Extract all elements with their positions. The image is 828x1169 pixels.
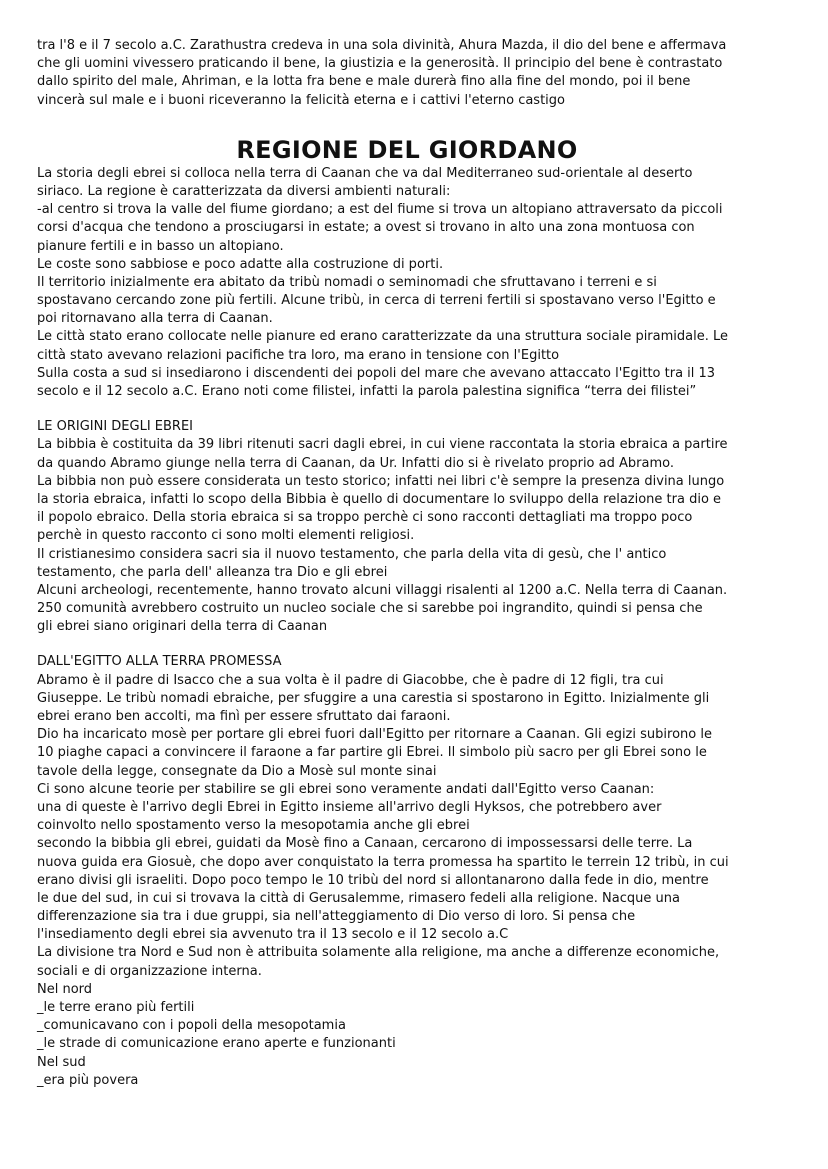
text-line: la storia ebraica, infatti lo scopo della Bibbia è quello di documentare lo sviluppo della relazione tra dio e <box>37 491 722 507</box>
text-line: spostavano cercando zone più fertili. Alcune tribù, in cerca di terreni fertili si spostavano verso l'Egitto e <box>37 293 716 309</box>
text-line: testamento, che parla dell' alleanza tra Dio e gli ebrei <box>37 564 388 580</box>
egitto-section <box>37 672 797 1090</box>
text-line: Sulla costa a sud si insediarono i discendenti dei popoli del mare che avevano attaccato l'Egitto tra il 13 <box>37 365 716 381</box>
document-page <box>37 37 797 1090</box>
text-line: tra l'8 e il 7 secolo a.C. Zarathustra credeva in una sola divinità, Ahura Mazda, il dio del bene e affermava <box>37 38 727 53</box>
text-line: poi ritornavano alla terra di Caanan. <box>37 311 273 327</box>
text-line: tavole della legge, consegnate da Dio a Mosè sul monte sinai <box>37 763 437 779</box>
text-line: Ci sono alcune teorie per stabilire se gli ebrei sono veramente andati dall'Egitto verso Caanan: <box>37 781 655 797</box>
text-line: ebrei erano ben accolti, ma finì per essere sfruttato dai faraoni. <box>37 709 451 724</box>
text-line: il popolo ebraico. Della storia ebraica si sa troppo perchè ci sono racconti dettagliati ma troppo poco <box>37 510 693 526</box>
text-line: Abramo è il padre di Isacco che a sua volta è il padre di Giacobbe, che è padre di 12 figli, tra cui <box>37 672 664 688</box>
text-line: 250 comunità avrebbero costruito un nucleo sociale che si sarebbe poi ingrandito, quindi si pensa che <box>37 601 703 617</box>
text-line: La bibbia non può essere considerata un testo storico; infatti nei libri c'è sempre la presenza divina lungo <box>37 473 725 489</box>
text-line: _comunicavano con i popoli della mesopotamia <box>37 1018 346 1034</box>
text-line: La storia degli ebrei si colloca nella terra di Caanan che va dal Mediterraneo sud-orientale al deserto <box>37 165 693 181</box>
origini-heading: LE ORIGINI DEGLI EBREI <box>37 419 194 435</box>
text-line: sociali e di organizzazione interna. <box>37 963 262 979</box>
text-line: dallo spirito del male, Ahriman, e la lotta fra bene e male durerà fino alla fine del mondo, poi il bene <box>37 74 691 90</box>
text-line: vincerà sul male e i buoni riceveranno la felicità eterna e i cattivi l'eterno castigo <box>37 92 565 108</box>
text-line: Il cristianesimo considera sacri sia il nuovo testamento, che parla della vita di gesù, che l' antico <box>37 546 667 562</box>
text-line: una di queste è l'arrivo degli Ebrei in Egitto insieme all'arrivo degli Hyksos, che potrebbero aver <box>37 799 662 815</box>
text-line: La divisione tra Nord e Sud non è attribuita solamente alla religione, ma anche a differenze economiche, <box>37 945 720 961</box>
text-line: corsi d'acqua che tendono a prosciugarsi in estate; a ovest si trovano in alto una zona montuosa con <box>37 220 695 236</box>
text-line: le due del sud, in cui si trovava la città di Gerusalemme, rimasero fedeli alla religione. Nacque una <box>37 890 680 906</box>
text-line: città stato avevano relazioni pacifiche tra loro, ma erano in tensione con l'Egitto <box>37 347 560 363</box>
text-line: secondo la bibbia gli ebrei, guidati da Mosè fino a Canaan, cercarono di impossessarsi delle terre. La <box>37 836 693 852</box>
text-line: gli ebrei siano originari della terra di Caanan <box>37 619 328 635</box>
text-line: -al centro si trova la valle del fiume giordano; a est del fiume si trova un altopiano attraversato da piccoli <box>37 202 723 218</box>
text-line: Le città stato erano collocate nelle pianure ed erano caratterizzate da una struttura sociale piramidale. Le <box>37 329 728 345</box>
text-line: nuova guida era Giosuè, che dopo aver conquistato la terra promessa ha spartito le terrein 12 tribù, in cui <box>37 854 729 870</box>
text-line: Alcuni archeologi, recentemente, hanno trovato alcuni villaggi risalenti al 1200 a.C. Nella terra di Caanan. <box>37 582 728 598</box>
text-line: erano divisi gli israeliti. Dopo poco tempo le 10 tribù del nord si allontanarono dalla fede in dio, mentre <box>37 872 709 888</box>
regione-section <box>37 165 797 401</box>
section-title: REGIONE DEL GIORDANO <box>236 135 578 164</box>
text-line: l'insediamento degli ebrei sia avvenuto tra il 13 secolo e il 12 secolo a.C <box>37 927 509 943</box>
text-line: pianure fertili e in basso un altopiano. <box>37 238 284 254</box>
text-line: coinvolto nello spostamento verso la mesopotamia anche gli ebrei <box>37 818 470 834</box>
text-line: _le strade di comunicazione erano aperte e funzionanti <box>37 1036 396 1052</box>
text-line: Il territorio inizialmente era abitato da tribù nomadi o seminomadi che sfruttavano i terreni e si <box>37 274 657 290</box>
text-line: Giuseppe. Le tribù nomadi ebraiche, per sfuggire a una carestia si spostarono in Egitto. Inizialmente gli <box>37 690 710 706</box>
text-line: siriaco. La regione è caratterizzata da diversi ambienti naturali: <box>37 183 451 199</box>
text-line: differenzazione sia tra i due gruppi, sia nell'atteggiamento di Dio verso di loro. Si pensa che <box>37 909 636 925</box>
origini-section <box>37 436 797 636</box>
text-line: La bibbia è costituita da 39 libri ritenuti sacri dagli ebrei, in cui viene raccontata la storia ebraica a partire <box>37 437 728 453</box>
intro-paragraph <box>37 37 797 110</box>
text-line: secolo e il 12 secolo a.C. Erano noti come filistei, infatti la parola palestina significa “terra dei filistei” <box>37 384 697 399</box>
text-line: Dio ha incaricato mosè per portare gli ebrei fuori dall'Egitto per ritornare a Caanan. Gli egizi subirono le <box>37 727 712 743</box>
text-line: Nel nord <box>37 981 93 997</box>
text-line: che gli uomini vivessero praticando il bene, la giustizia e la generosità. Il principio del bene è contrastato <box>37 56 723 72</box>
text-line: perchè in questo racconto ci sono molti elementi religiosi. <box>37 528 415 544</box>
text-line: Le coste sono sabbiose e poco adatte alla costruzione di porti. <box>37 256 444 272</box>
text-line: Nel sud <box>37 1054 86 1070</box>
egitto-heading: DALL'EGITTO ALLA TERRA PROMESSA <box>37 654 282 670</box>
text-line: _era più povera <box>37 1072 139 1088</box>
text-line: 10 piaghe capaci a convincere il faraone a far partire gli Ebrei. Il simbolo più sacro per gli Ebrei sono le <box>37 745 707 761</box>
text-line: da quando Abramo giunge nella terra di Caanan, da Ur. Infatti dio si è rivelato proprio ad Abramo. <box>37 455 674 471</box>
text-line: _le terre erano più fertili <box>37 1000 195 1015</box>
